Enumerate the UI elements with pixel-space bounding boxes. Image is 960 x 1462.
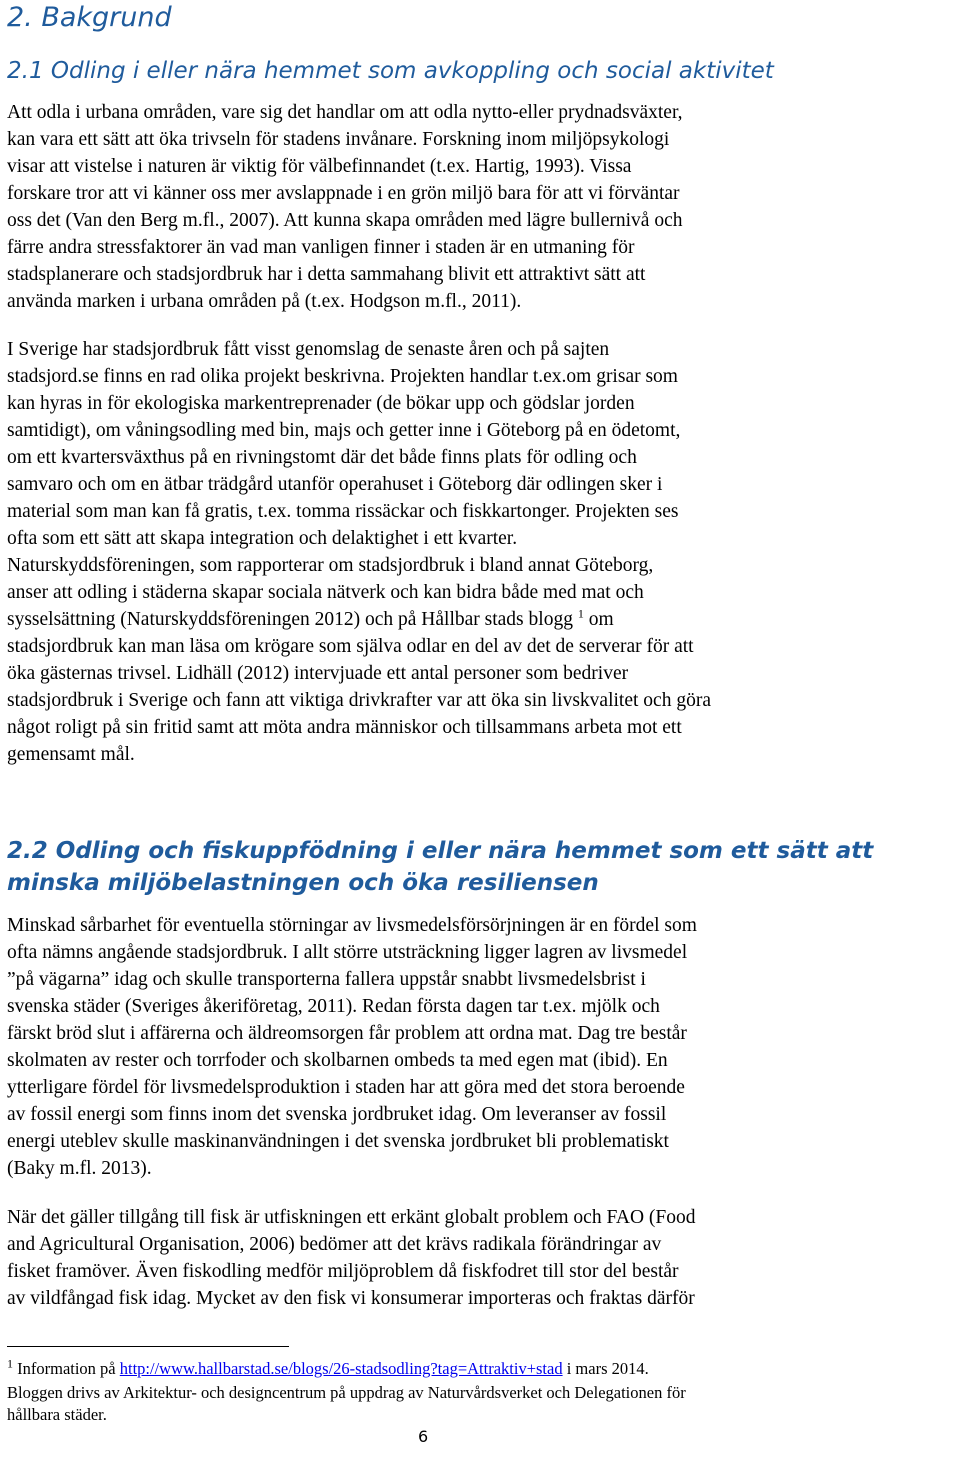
text-line: svenska städer (Sveriges åkeriföretag, 2011). Redan första dagen tar t.ex. mjölk och: [7, 996, 660, 1017]
text-line: något roligt på sin fritid samt att möta andra människor och tillsammans arbeta mot ett: [7, 717, 682, 738]
footnote-link[interactable]: http://www.hallbarstad.se/blogs/26-stadsodling?tag=Attraktiv+stad: [119, 1359, 563, 1378]
footnote-reference[interactable]: 1: [577, 606, 584, 621]
text-line-with-footnote: [7, 606, 614, 633]
text-line: När det gäller tillgång till fisk är utfiskningen ett erkänt globalt problem och FAO (Food: [7, 1207, 696, 1228]
text-line: material som man kan få gratis, t.ex. tomma rissäckar och fiskkartonger. Projekten ses: [7, 501, 679, 522]
text-segment: om: [588, 609, 614, 630]
text-line: (Baky m.fl. 2013).: [7, 1158, 152, 1179]
text-line: skolmaten av rester och torrfoder och skolbarnen ombeds ta med egen mat (ibid). En: [7, 1050, 668, 1071]
text-line: forskare tror att vi känner oss mer avslappnade i en grön miljö bara för att vi förväntar: [7, 183, 680, 204]
chapter-heading: 2. Bakgrund: [7, 2, 172, 33]
footnote-number: 1: [7, 1356, 13, 1371]
text-line: stadsjordbruk i Sverige och fann att viktiga drivkrafter var att öka sin livskvalitet och göra: [7, 690, 711, 711]
section-heading-2-2-line2: minska miljöbelastningen och öka resiliensen: [7, 870, 599, 896]
footnote-text: Information på: [13, 1359, 120, 1378]
text-line: anser att odling i städerna skapar sociala nätverk och kan bidra både med mat och: [7, 582, 644, 603]
footnote-text: i mars 2014.: [562, 1359, 649, 1378]
text-line: visar att vistelse i naturen är viktig för välbefinnandet (t.ex. Hartig, 1993). Vissa: [7, 156, 632, 177]
text-line: av vildfångad fisk idag. Mycket av den fisk vi konsumerar importeras och fraktas därför: [7, 1288, 695, 1309]
text-line: samtidigt), om våningsodling med bin, majs och getter inne i Göteborg på en ödetomt,: [7, 420, 681, 441]
text-line: om ett kvartersväxthus på en rivningstomt där det både finns plats för odling och: [7, 447, 637, 468]
text-line: färre andra stressfaktorer än vad man vanligen finner i staden är en utmaning för: [7, 237, 635, 258]
text-line: gemensamt mål.: [7, 744, 135, 765]
text-line: Att odla i urbana områden, vare sig det handlar om att odla nytto-eller prydnadsväxter,: [7, 102, 683, 123]
section-heading-2-2-line1: 2.2 Odling och fiskuppfödning i eller nära hemmet som ett sätt att: [7, 838, 874, 864]
text-line: energi uteblev skulle maskinanvändningen i det svenska jordbruket bli problematiskt: [7, 1131, 669, 1152]
footnote-line: Bloggen drivs av Arkitektur- och designcentrum på uppdrag av Naturvårdsverket och Delegationen för: [7, 1383, 686, 1402]
text-line: ytterligare fördel för livsmedelsproduktion i staden har att göra med det stora beroende: [7, 1077, 685, 1098]
text-segment: sysselsättning (Naturskyddsföreningen 2012) och på Hållbar stads blogg: [7, 609, 573, 630]
text-line: öka gästernas trivsel. Lidhäll (2012) intervjuade ett antal personer som bedriver: [7, 663, 629, 684]
text-line: Naturskyddsföreningen, som rapporterar om stadsjordbruk i bland annat Göteborg,: [7, 555, 654, 576]
text-line: stadsjord.se finns en rad olika projekt beskrivna. Projekten handlar t.ex.om grisar som: [7, 366, 678, 387]
text-line: av fossil energi som finns inom det svenska jordbruket idag. Om leveranser av fossil: [7, 1104, 667, 1125]
text-line: stadsjordbruk kan man läsa om krögare som själva odlar en del av det de serverar för att: [7, 636, 694, 657]
text-line: I Sverige har stadsjordbruk fått visst genomslag de senaste åren och på sajten: [7, 339, 610, 360]
text-line: ofta som ett sätt att skapa integration och delaktighet i ett kvarter.: [7, 528, 518, 549]
page-number: 6: [418, 1427, 429, 1446]
text-line: ”på vägarna” idag och skulle transporterna fallera uppstår snabbt livsmedelsbrist i: [7, 969, 646, 990]
text-line: and Agricultural Organisation, 2006) bedömer att det krävs radikala förändringar av: [7, 1234, 662, 1255]
text-line: fisket framöver. Även fiskodling medför miljöproblem då fiskfodret till stor del består: [7, 1261, 679, 1282]
footnote-line: [7, 1357, 649, 1380]
text-line: Minskad sårbarhet för eventuella störningar av livsmedelsförsörjningen är en fördel som: [7, 915, 697, 936]
text-line: kan vara ett sätt att öka trivseln för stadens invånare. Forskning inom miljöpsykologi: [7, 129, 670, 150]
text-line: samvaro och om en ätbar trädgård utanför operahuset i Göteborg där odlingen sker i: [7, 474, 663, 495]
text-line: använda marken i urbana områden på (t.ex. Hodgson m.fl., 2011).: [7, 291, 522, 312]
text-line: kan hyras in för ekologiska markentreprenader (de bökar upp och gödslar jorden: [7, 393, 635, 414]
text-line: ofta nämns angående stadsjordbruk. I allt större utsträckning ligger lagren av livsmedel: [7, 942, 688, 963]
section-heading-2-1: 2.1 Odling i eller nära hemmet som avkoppling och social aktivitet: [7, 58, 774, 84]
footnote-separator: [7, 1346, 289, 1347]
text-line: stadsplanerare och stadsjordbruk har i detta sammahang blivit ett attraktivt sätt att: [7, 264, 646, 285]
text-line: färskt bröd slut i affärerna och äldreomsorgen får problem att ordna mat. Dag tre består: [7, 1023, 687, 1044]
footnote-line: hållbara städer.: [7, 1405, 107, 1424]
text-line: oss det (Van den Berg m.fl., 2007). Att kunna skapa områden med lägre bullernivå och: [7, 210, 683, 231]
